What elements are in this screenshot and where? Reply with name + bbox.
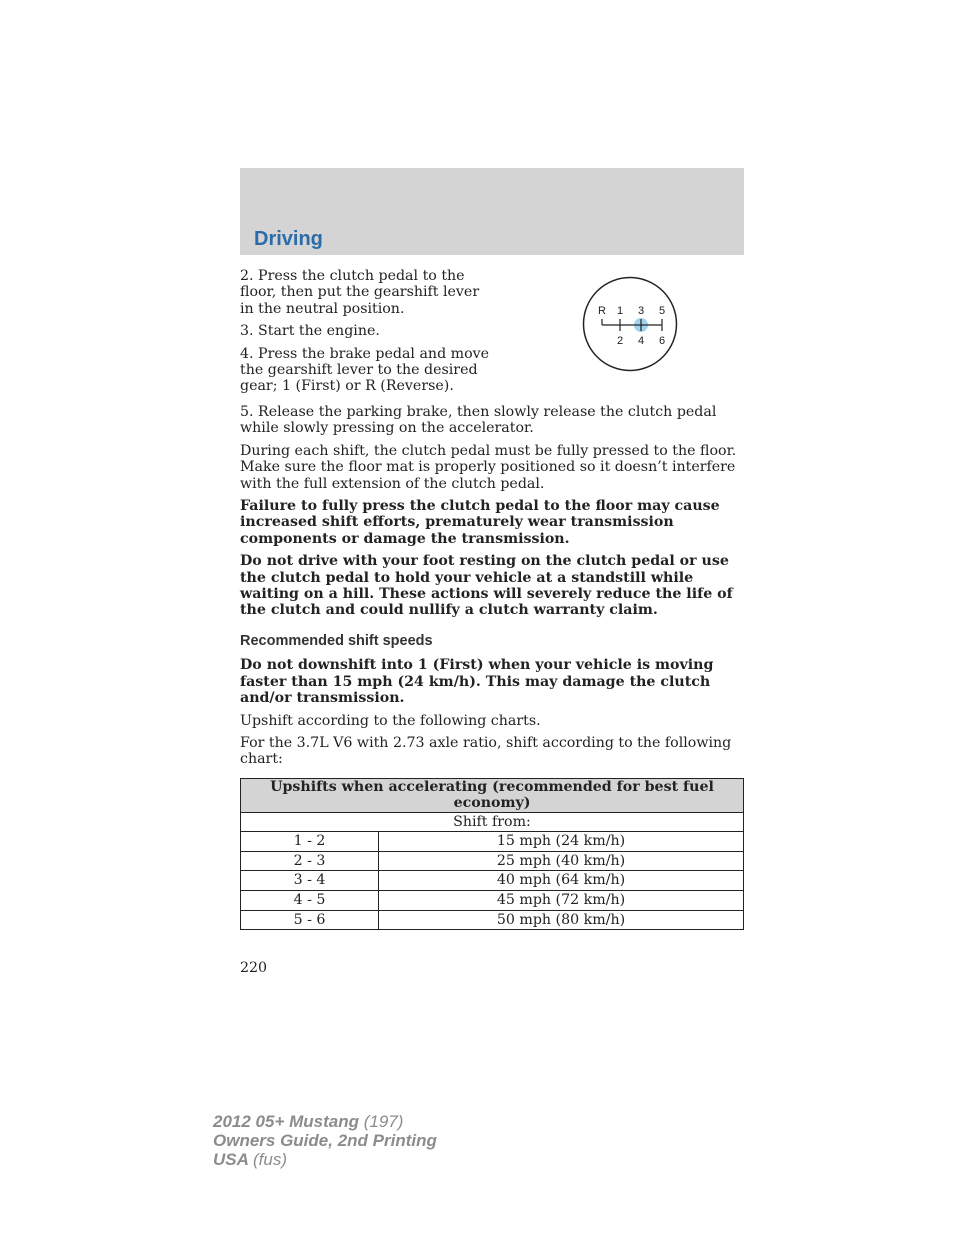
footer-model-code: (197) bbox=[363, 1112, 404, 1131]
table-row bbox=[241, 832, 744, 852]
gear-label-1: 1 bbox=[616, 305, 624, 317]
table-cell-speed: 45 mph (72 km/h) bbox=[379, 890, 744, 910]
warning-clutch-rest: Do not drive with your foot resting on the clutch pedal or use the clutch pedal to hold your vehicle at a standstill while waiting on a hill. These actions will severely reduce the life of the clutch and could nullify a clutch warranty claim. bbox=[240, 553, 733, 619]
gear-label-6: 6 bbox=[658, 335, 666, 347]
step-3: 3. Start the engine. bbox=[240, 323, 380, 340]
section-title: Driving bbox=[254, 228, 323, 250]
table-cell-speed: 50 mph (80 km/h) bbox=[379, 910, 744, 930]
section-heading: Recommended shift speeds bbox=[240, 632, 433, 649]
footer-line-1 bbox=[213, 1112, 437, 1131]
gear-label-3: 3 bbox=[637, 305, 645, 317]
table-row bbox=[241, 851, 744, 871]
footer-market-code: (fus) bbox=[253, 1150, 287, 1169]
gear-label-5: 5 bbox=[658, 305, 666, 317]
paragraph-shift: During each shift, the clutch pedal must be fully pressed to the floor. Make sure the floor mat is properly positioned so it doesn’t interfere with the full extension of the clutch pedal. bbox=[240, 442, 737, 492]
intro-block bbox=[240, 268, 744, 404]
table-cell-gear: 2 - 3 bbox=[241, 851, 379, 871]
step-5: 5. Release the parking brake, then slowly release the clutch pedal while slowly pressing on the accelerator. bbox=[240, 404, 717, 437]
page-number: 220 bbox=[240, 960, 268, 976]
table-cell-speed: 15 mph (24 km/h) bbox=[379, 832, 744, 852]
shift-speed-table bbox=[240, 778, 744, 930]
step-4: 4. Press the brake pedal and move the gearshift lever to the desired gear; 1 (First) or R (Reverse). bbox=[240, 345, 490, 395]
table-cell-gear: 3 - 4 bbox=[241, 871, 379, 891]
footer-market: USA bbox=[213, 1150, 249, 1169]
table-cell-gear: 5 - 6 bbox=[241, 910, 379, 930]
table-cell-speed: 40 mph (64 km/h) bbox=[379, 871, 744, 891]
table-cell-gear: 1 - 2 bbox=[241, 832, 379, 852]
step-2: 2. Press the clutch pedal to the floor, then put the gearshift lever in the neutral position. bbox=[240, 268, 480, 317]
footer-model: 2012 05+ Mustang bbox=[213, 1112, 359, 1131]
paragraph-upshift: Upshift according to the following charts. bbox=[240, 712, 541, 729]
gearshift-pattern-diagram bbox=[582, 276, 678, 372]
table-cell-speed: 25 mph (40 km/h) bbox=[379, 851, 744, 871]
warning-clutch-press: Failure to fully press the clutch pedal to the floor may cause increased shift efforts, prematurely wear transmission components or damage the transmission. bbox=[240, 498, 720, 547]
gear-label-4: 4 bbox=[637, 335, 645, 347]
table-title: Upshifts when accelerating (recommended for best fuel economy) bbox=[241, 778, 744, 812]
table-cell-gear: 4 - 5 bbox=[241, 890, 379, 910]
table-subheader: Shift from: bbox=[241, 812, 744, 832]
footer-line-2: Owners Guide, 2nd Printing bbox=[213, 1131, 437, 1150]
table-row bbox=[241, 871, 744, 891]
gear-label-r: R bbox=[598, 305, 606, 317]
paragraph-chart-intro: For the 3.7L V6 with 2.73 axle ratio, shift according to the following chart: bbox=[240, 734, 732, 768]
gear-label-2: 2 bbox=[616, 335, 624, 347]
footer-line-3 bbox=[213, 1150, 437, 1169]
table-row bbox=[241, 890, 744, 910]
warning-downshift: Do not downshift into 1 (First) when your vehicle is moving faster than 15 mph (24 km/h). This may damage the clutch and/or transmission. bbox=[240, 657, 714, 707]
intro-steps bbox=[240, 268, 490, 395]
page-content bbox=[240, 268, 744, 930]
document-footer bbox=[213, 1112, 437, 1169]
table-row bbox=[241, 910, 744, 930]
section-header-band bbox=[240, 168, 744, 255]
